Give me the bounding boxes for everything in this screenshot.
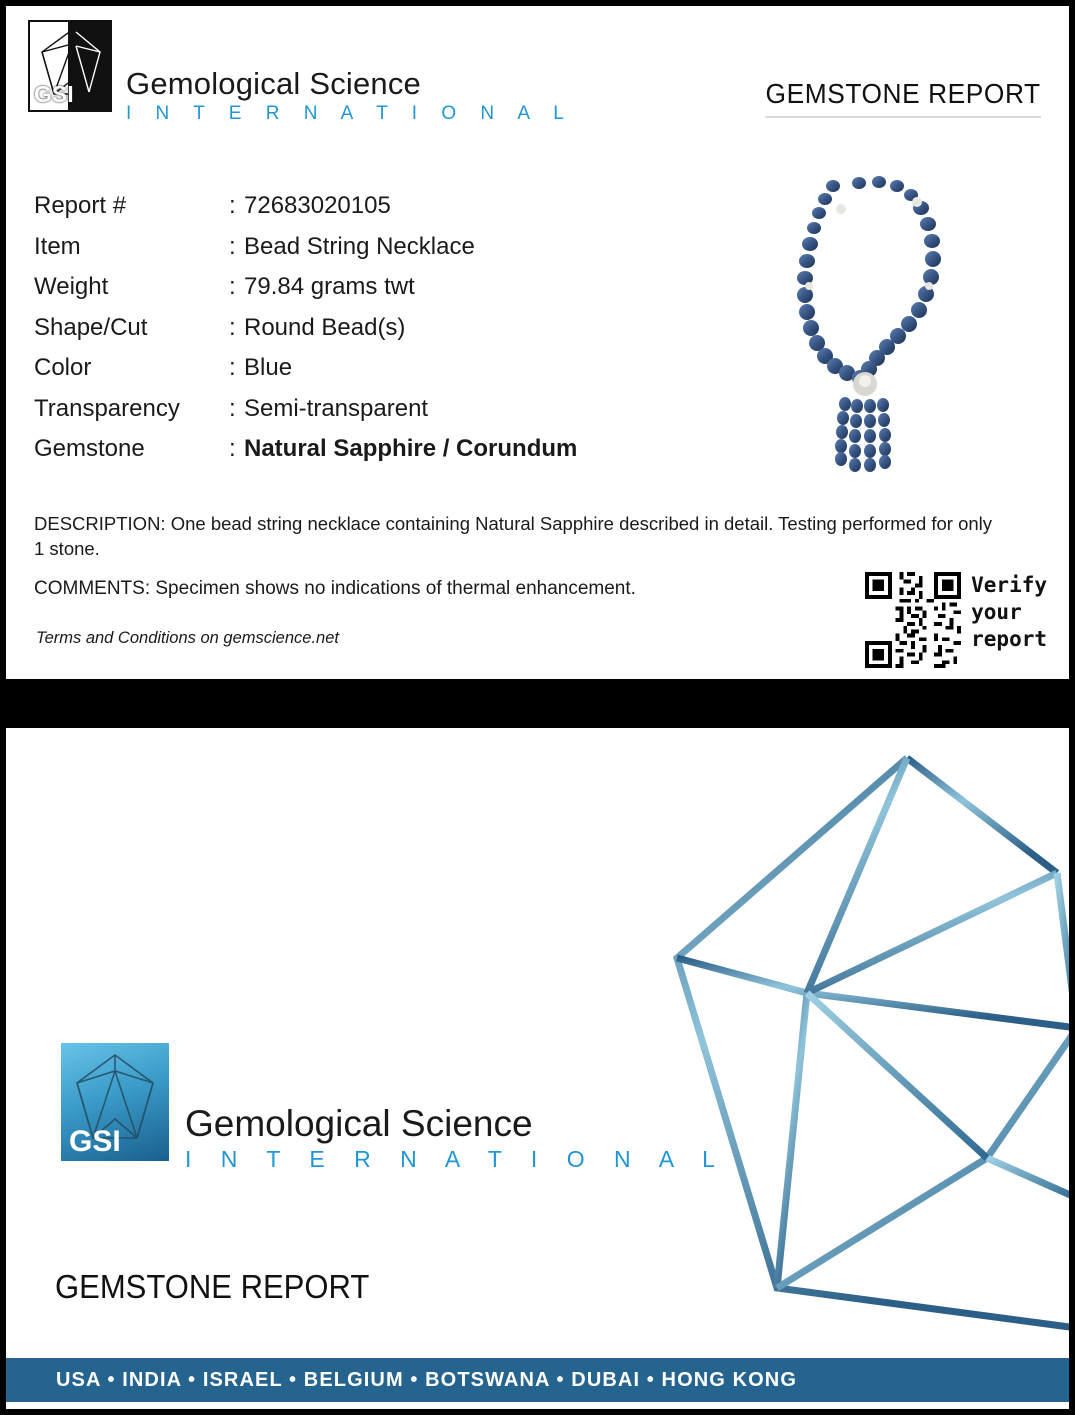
gsi-monogram: GSI: [34, 81, 74, 107]
brand-name: [126, 68, 573, 123]
page-title: GEMSTONE REPORT: [766, 78, 1041, 118]
gemstone-report-card: [6, 6, 1069, 679]
gsi-monogram: GSI: [69, 1125, 121, 1158]
qr-code[interactable]: [865, 572, 961, 668]
gsi-logo-header: [28, 20, 573, 123]
spec-colon: :: [229, 313, 236, 341]
table-row: [34, 308, 674, 349]
spec-colon: :: [229, 394, 236, 422]
spec-value-color: Blue: [244, 354, 293, 381]
footer-locations: USA • INDIA • ISRAEL • BELGIUM • BOTSWANA • DUBAI • HONG KONG: [56, 1368, 797, 1391]
table-row: [34, 348, 674, 389]
spec-label: Item: [34, 232, 81, 260]
specification-table: [34, 186, 674, 470]
spec-value-item: Bead String Necklace: [244, 232, 475, 260]
verify-line2: your: [971, 600, 1022, 624]
necklace-illustration-icon: [769, 166, 1029, 476]
spec-value-report-number: 72683020105: [244, 192, 391, 219]
brand-name: [185, 1105, 726, 1171]
spec-label: Weight: [34, 273, 109, 300]
verify-label: [971, 572, 1047, 653]
brand-name-line2: I N T E R N A T I O N A L: [185, 1146, 727, 1172]
comments-text: COMMENTS: Specimen shows no indications of thermal enhancement.: [34, 578, 636, 599]
gemstone-photo: [769, 166, 1029, 476]
table-row: [34, 186, 674, 227]
table-row: [34, 227, 674, 268]
spec-label: Shape/Cut: [34, 313, 148, 341]
spec-value-transparency: Semi-transparent: [244, 394, 429, 422]
gsi-logo-footer: [61, 1043, 726, 1171]
terms-and-conditions-text: Terms and Conditions on gemscience.net: [36, 629, 339, 647]
spec-colon: :: [229, 192, 236, 219]
footer-bar: [6, 1358, 1069, 1402]
report-back-card: [6, 728, 1069, 1409]
spec-colon: :: [229, 435, 236, 462]
table-row: [34, 429, 674, 470]
back-page-title: GEMSTONE REPORT: [55, 1268, 370, 1305]
spec-label: Gemstone: [34, 435, 145, 462]
spec-value-shape-cut: Round Bead(s): [244, 313, 406, 341]
card-divider: [0, 679, 1075, 728]
spec-label: Transparency: [34, 394, 180, 422]
gsi-diamond-logo-icon: [28, 20, 112, 112]
description-text: DESCRIPTION: One bead string necklace containing Natural Sapphire described in detail. Testing performed for only 1 stone.: [34, 513, 993, 559]
verify-line3: report: [971, 627, 1047, 651]
spec-colon: :: [229, 273, 236, 300]
brand-name-line1: Gemological Science: [126, 66, 422, 101]
brand-name-line2: I N T E R N A T I O N A L: [126, 103, 574, 124]
spec-label: Color: [34, 354, 92, 381]
diamond-graphic-icon: [657, 728, 1069, 1348]
table-row: [34, 267, 674, 308]
table-row: [34, 389, 674, 430]
spec-colon: :: [229, 354, 236, 381]
spec-value-gemstone: Natural Sapphire / Corundum: [244, 435, 578, 462]
spec-label: Report #: [34, 192, 127, 219]
gsi-diamond-logo-icon: [61, 1043, 169, 1161]
verify-block[interactable]: [865, 572, 1047, 668]
verify-line1: Verify: [971, 573, 1047, 597]
spec-value-weight: 79.84 grams twt: [244, 273, 415, 300]
brand-name-line1: Gemological Science: [185, 1103, 533, 1144]
spec-colon: :: [229, 232, 236, 260]
